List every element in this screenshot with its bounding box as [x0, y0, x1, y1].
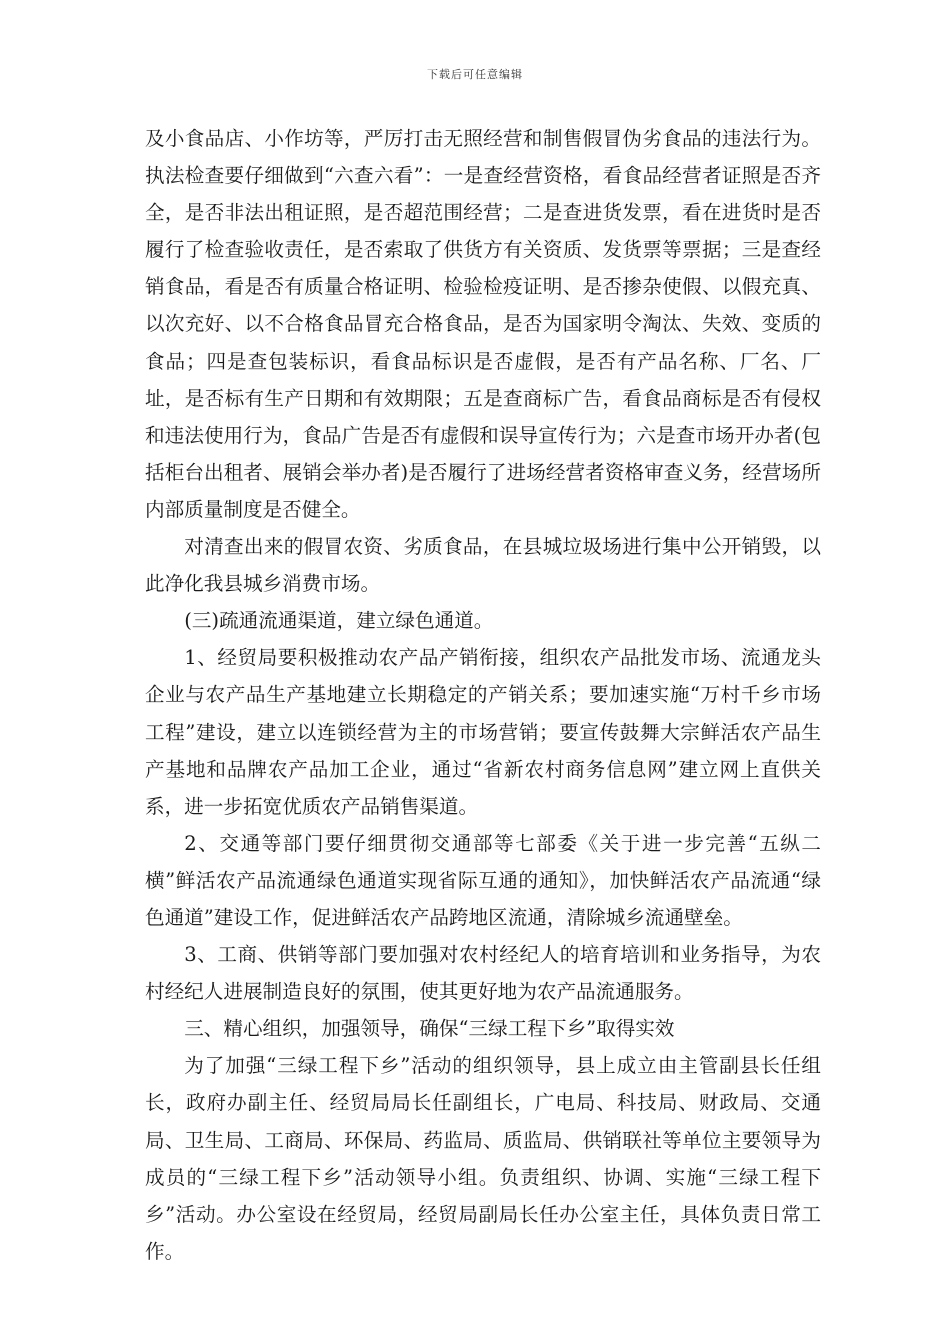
page-header: 下载后可任意编辑 [427, 68, 523, 81]
section-heading-green-channel: (三)疏通流通渠道，建立绿色通道。 [184, 609, 494, 633]
paragraph-inspection-details: 及小食品店、小作坊等，严厉打击无照经营和制售假冒伪劣食品的违法行为。执法检查要仔细做到“六查六看”：一是查经营资格，看食品经营者证照是否齐全，是否非法出租证照，是否超范围经营；二是查进货发票，看在进货时是否履行了检查验收责任，是否索取了供货方有关资质、发货票等票据；三是查经销食品，看是否有质量合格证明、检验检疫证明、是否掺杂使假、以假充真、以次充好、以不合格食品冒充合格食品，是否为国家明令淘汰、失效、变质的食品；四是查包装标识，看食品标识是否虚假，是否有产品名称、厂名、厂址，是否标有生产日期和有效期限；五是查商标广告，看食品商标是否有侵权和违法使用行为，食品广告是否有虚假和误导宣传行为；六是查市场开办者(包括柜台出租者、展销会举办者)是否履行了进场经营者资格审查义务，经营场所内部质量制度是否健全。 [145, 127, 821, 521]
paragraph-leadership-group: 为了加强“三绿工程下乡”活动的组织领导，县上成立由主管副县长任组长，政府办副主任、经贸局局长任副组长，广电局、科技局、财政局、交通局、卫生局、工商局、环保局、药监局、质监局、供销联社等单位主要领导为成员的“三绿工程下乡”活动领导小组。负责组织、协调、实施“三绿工程下乡”活动。办公室设在经贸局，经贸局副局长任办公室主任，具体负责日常工作。 [145, 1054, 821, 1263]
paragraph-item-3: 3、工商、供销等部门要加强对农村经纪人的培育培训和业务指导，为农村经纪人进展制造良好的氛围，使其更好地为农产品流通服务。 [145, 943, 821, 1004]
section-heading-organization: 三、精心组织，加强领导，确保“三绿工程下乡”取得实效 [184, 1017, 675, 1041]
paragraph-destroy-fake-goods: 对清查出来的假冒农资、劣质食品，在县城垃圾场进行集中公开销毁，以此净化我县城乡消费市场。 [145, 535, 821, 596]
paragraph-item-1: 1、经贸局要积极推动农产品产销衔接，组织农产品批发市场、流通龙头企业与农产品生产基地建立长期稳定的产销关系；要加速实施“万村千乡市场工程”建设，建立以连锁经营为主的市场营销；要宣传鼓舞大宗鲜活农产品生产基地和品牌农产品加工企业，通过“省新农村商务信息网”建立网上直供关系，进一步拓宽优质农产品销售渠道。 [145, 646, 821, 818]
paragraph-item-2: 2、交通等部门要仔细贯彻交通部等七部委《关于进一步完善“五纵二横”鲜活农产品流通绿色通道实现省际互通的通知》，加快鲜活农产品流通“绿色通道”建设工作，促进鲜活农产品跨地区流通，清除城乡流通壁垒。 [145, 831, 821, 929]
document-body [145, 120, 821, 1270]
